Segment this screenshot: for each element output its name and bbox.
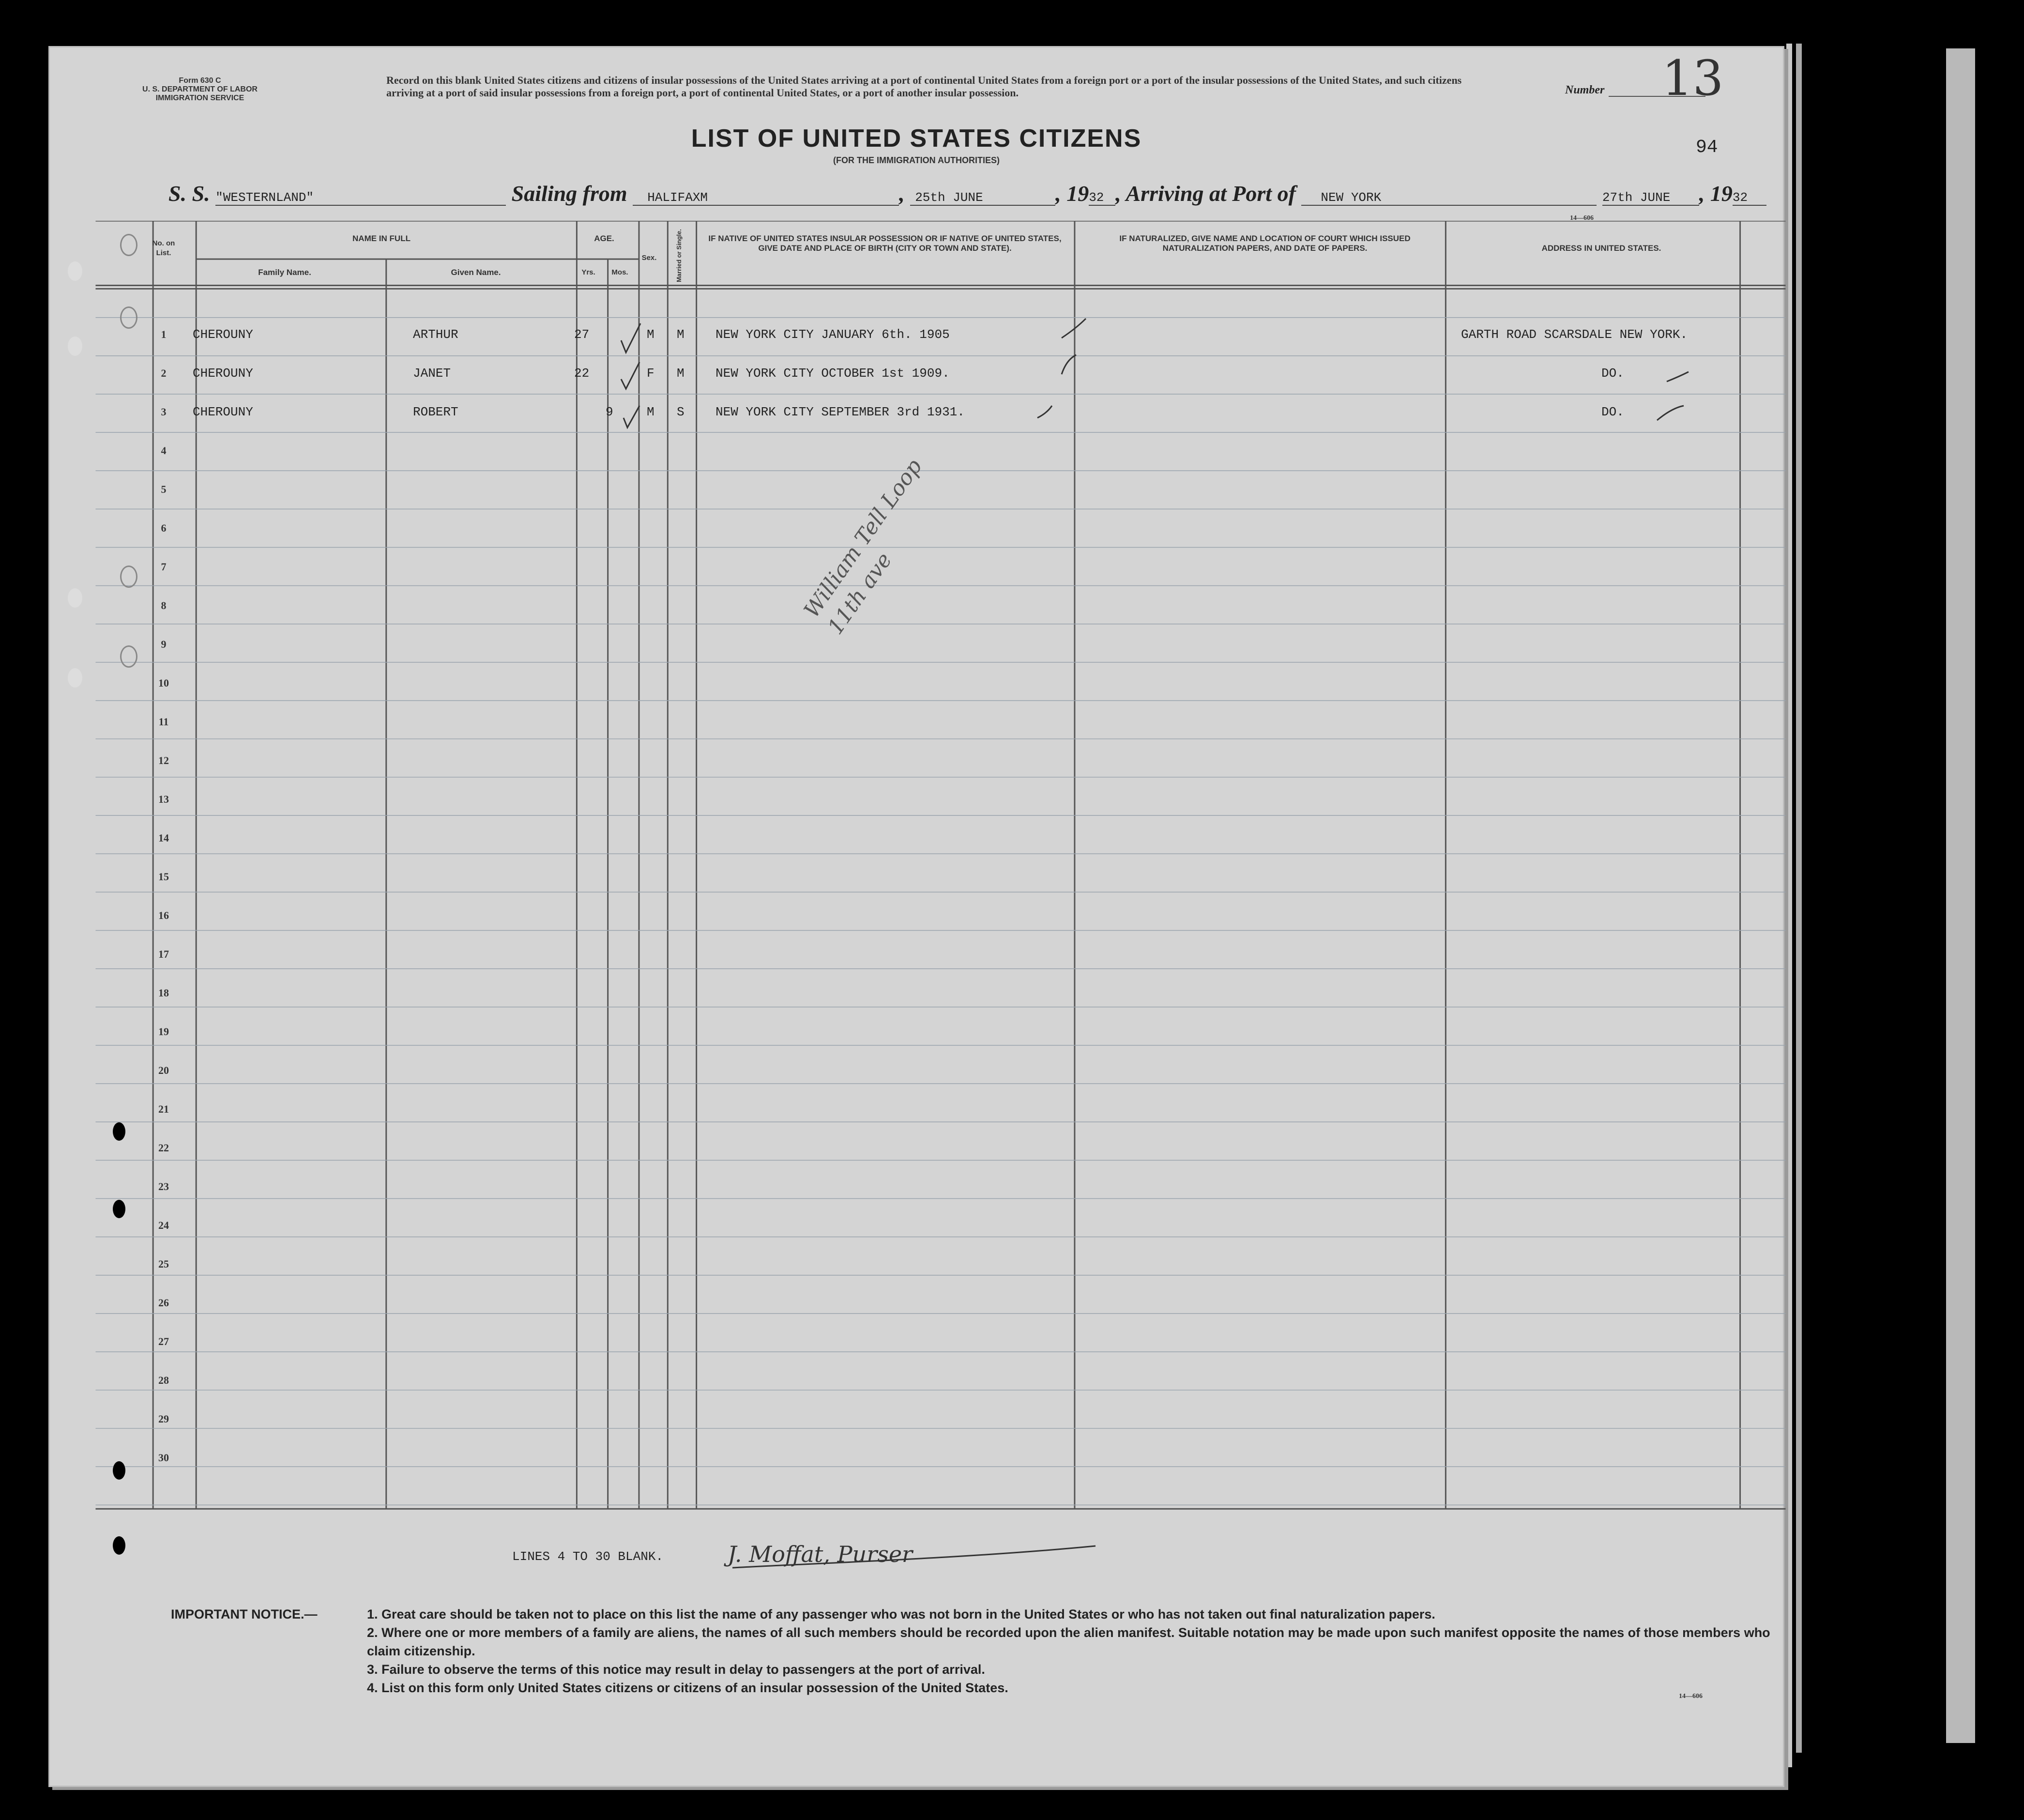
department-label: U. S. DEPARTMENT OF LABOR [142, 85, 258, 93]
row-number: 16 [158, 909, 169, 921]
checkmarks [50, 47, 1783, 532]
row-number: 15 [158, 871, 169, 883]
row-number: 26 [158, 1297, 169, 1309]
sex-cell: F [647, 366, 654, 381]
check-mark [621, 323, 640, 352]
row-number: 27 [158, 1335, 169, 1347]
row-number: 24 [158, 1219, 169, 1231]
sailing-label: Sailing from [511, 181, 627, 206]
row-number: 30 [158, 1452, 169, 1464]
number-label: Number [1565, 84, 1605, 96]
address-cell: GARTH ROAD SCARSDALE NEW YORK. [1461, 327, 1688, 342]
binder-hole [113, 1200, 125, 1218]
family-name-cell: CHEROUNY [193, 366, 253, 381]
punch-mark [68, 588, 82, 608]
row-number: 5 [161, 483, 167, 495]
notice-item: 3. Failure to observe the terms of this notice may result in delay to passengers at the port of arrival. [367, 1662, 985, 1677]
punch-mark [68, 261, 82, 281]
marital-status-cell: S [677, 405, 685, 419]
row-number: 4 [161, 444, 167, 457]
sex-cell: M [647, 327, 654, 342]
print-code-top: 14—606 [1570, 214, 1594, 222]
check-mark [1667, 372, 1689, 382]
check-mark [621, 362, 639, 389]
check-mark [1657, 406, 1684, 420]
row-number: 22 [158, 1142, 169, 1154]
arrival-port: NEW YORK [1301, 190, 1597, 206]
document-title: LIST OF UNITED STATES CITIZENS [691, 124, 1142, 153]
given-name-cell: ROBERT [413, 405, 458, 419]
number-handwritten: 13 [1662, 50, 1724, 107]
arriving-label: , Arriving at Port of [1115, 181, 1296, 206]
notice-item: 1. Great care should be taken not to place on this list the name of any passenger who was not born in the United States or who has not taken out final naturalization papers. [367, 1607, 1435, 1621]
row-number: 2 [161, 367, 167, 379]
col-no: No. on List. [152, 239, 175, 257]
ss-label: S. S. [168, 181, 210, 206]
given-name-cell: ARTHUR [413, 327, 458, 342]
row-number: 7 [161, 561, 167, 573]
row-number: 19 [158, 1025, 169, 1038]
col-married-single: Married or Single. [675, 229, 683, 282]
family-name-cell: CHEROUNY [193, 327, 253, 342]
binder-ring-hole [120, 566, 137, 588]
row-number: 6 [161, 522, 167, 534]
arrival-date: 27th JUNE [1602, 190, 1699, 206]
notice-item: 2. Where one or more members of a family are aliens, the names of all such members should be recorded upon the alien manifest. Suitable notation may be made upon such manifest opposite the names of those members who claim citizenship. [367, 1625, 1770, 1658]
page-mark: 94 [1696, 137, 1718, 158]
row-number: 13 [158, 793, 169, 805]
print-code-bottom: 14—606 [1679, 1693, 1703, 1700]
row-number: 12 [158, 754, 169, 766]
col-naturalized: IF NATURALIZED, GIVE NAME AND LOCATION OF COURT WHICH ISSUED NATURALIZATION PAPERS, AND DATE OF PAPERS. [1119, 234, 1411, 253]
col-age: AGE. [594, 234, 614, 243]
row-number: 25 [158, 1258, 169, 1270]
document-page [48, 46, 1784, 1787]
row-number: 8 [161, 599, 167, 612]
row-number: 20 [158, 1064, 169, 1076]
binder-hole [113, 1536, 125, 1555]
address-cell: DO. [1601, 366, 1624, 381]
service-label: IMMIGRATION SERVICE [155, 94, 244, 102]
check-mark [1062, 319, 1086, 338]
sail-date: 25th JUNE [910, 190, 1055, 206]
age-years-cell: 9 [606, 405, 613, 419]
birth-info-cell: NEW YORK CITY OCTOBER 1st 1909. [715, 366, 950, 381]
handwritten-note: William Tell Loop 11th ave [799, 454, 927, 639]
punch-mark [68, 336, 82, 356]
page-edge [1796, 44, 1802, 1753]
page-edge [1946, 48, 1975, 1743]
document-subtitle: (FOR THE IMMIGRATION AUTHORITIES) [833, 155, 1000, 165]
address-cell: DO. [1601, 405, 1624, 419]
notice-item: 4. List on this form only United States citizens or citizens of an insular possession of the United States. [367, 1681, 1008, 1695]
row-number: 17 [158, 948, 169, 960]
sail-year: 32 [1089, 190, 1115, 206]
voyage-line: S. S. "WESTERNLAND" Sailing from HALIFAXM , 25th JUNE , 1932 , Arriving at Port of NEW YORK 27th JUNE , 1932 [168, 181, 1766, 206]
binder-hole [113, 1461, 125, 1480]
from-port: HALIFAXM [633, 190, 899, 206]
col-sex: Sex. [641, 254, 657, 262]
binder-ring-hole [120, 645, 137, 668]
row-number: 28 [158, 1374, 169, 1386]
row-number: 3 [161, 406, 167, 418]
given-name-cell: JANET [413, 366, 451, 381]
birth-info-cell: NEW YORK CITY JANUARY 6th. 1905 [715, 327, 950, 342]
punch-mark [68, 668, 82, 688]
binder-hole [113, 1122, 125, 1141]
row-number: 11 [158, 716, 169, 728]
marital-status-cell: M [677, 327, 685, 342]
purser-signature: J. Moffat, Purser [728, 1541, 913, 1567]
notice-items [367, 1605, 1771, 1697]
check-mark [624, 406, 639, 428]
signature-flourish [728, 1544, 1105, 1573]
binder-ring-hole [120, 306, 137, 329]
row-number: 18 [158, 987, 169, 999]
row-number: 23 [158, 1180, 169, 1193]
col-mos: Mos. [611, 268, 628, 276]
row-number: 14 [158, 832, 169, 844]
record-instructions: Record on this blank United States citizens and citizens of insular possessions of the United States arriving at a port of continental United States from a foreign port or a port of the insular possessions of the United States, and such citizens arriving at a port of said insular possessions from a foreign port, a port of continental United States, or a port of another insular possession. [386, 74, 1462, 99]
row-number: 21 [158, 1103, 169, 1115]
birth-info-cell: NEW YORK CITY SEPTEMBER 3rd 1931. [715, 405, 965, 419]
binder-ring-hole [120, 234, 137, 256]
family-name-cell: CHEROUNY [193, 405, 253, 419]
notice-label: IMPORTANT NOTICE.— [171, 1607, 318, 1621]
col-address: ADDRESS IN UNITED STATES. [1541, 244, 1661, 253]
year-prefix-2: 19 [1710, 181, 1733, 206]
row-number: 1 [161, 328, 167, 340]
check-mark [1062, 355, 1076, 374]
col-name-in-full: NAME IN FULL [352, 234, 411, 243]
age-years-cell: 22 [574, 366, 590, 381]
marital-status-cell: M [677, 366, 685, 381]
row-number: 9 [161, 638, 167, 650]
arrival-year: 32 [1733, 190, 1766, 206]
col-yrs: Yrs. [581, 268, 595, 276]
row-number: 29 [158, 1413, 169, 1425]
col-family-name: Family Name. [258, 268, 311, 277]
form-number: Form 630 C [179, 76, 221, 85]
row-number: 10 [158, 677, 169, 689]
check-mark [1037, 406, 1052, 418]
sex-cell: M [647, 405, 654, 419]
year-prefix: 19 [1066, 181, 1089, 206]
age-years-cell: 27 [574, 327, 590, 342]
lines-blank-note: LINES 4 TO 30 BLANK. [512, 1549, 664, 1564]
ship-name: "WESTERNLAND" [215, 190, 506, 206]
col-native-birth: IF NATIVE OF UNITED STATES INSULAR POSSESSION OR IF NATIVE OF UNITED STATES, GIVE DATE AND PLACE OF BIRTH (CITY OR TOWN AND STATE). [708, 234, 1062, 253]
col-given-name: Given Name. [451, 268, 501, 277]
